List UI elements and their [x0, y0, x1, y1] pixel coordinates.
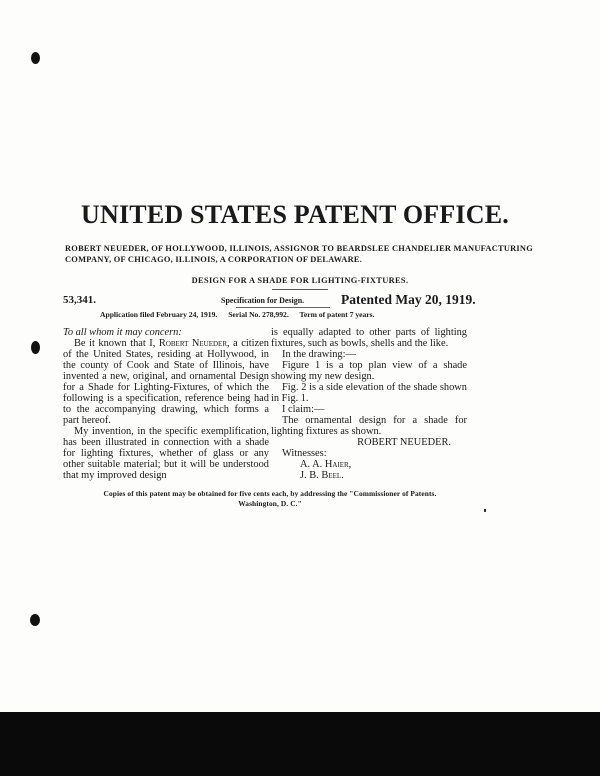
continuation-paragraph: is equally adapted to other parts of lighting fixtures, such as bowls, shells and the like.	[271, 327, 467, 349]
copies-notice-line-2: Washington, D. C."	[238, 499, 302, 508]
binder-hole-middle	[31, 341, 40, 354]
inventor-name: Robert Neueder	[158, 338, 228, 349]
patent-term: Term of patent 7 years.	[299, 310, 375, 319]
left-column	[63, 327, 269, 481]
application-line	[100, 310, 500, 319]
title-rule	[272, 289, 328, 290]
ink-speck	[484, 509, 486, 512]
claim-heading: I claim:—	[282, 404, 325, 415]
assignor-line: ROBERT NEUEDER, OF HOLLYWOOD, ILLINOIS, ASSIGNOR TO BEARDSLEE CHANDELIER MANUFACTURING COMPANY, OF CHICAGO, ILLINOIS, A CORPORATION OF DELAWARE.	[65, 244, 533, 264]
application-filed: Application filed February 24, 1919.	[100, 310, 218, 319]
intro-suffix: , a citizen of the United States, residing at Hollywood, in the county of Cook and State of Illinois, have invented a new, original, and ornamental Design for a Shade for Lighting-Fixtures, of which the following is a specification, reference being had to the accompanying drawing, which forms a part hereof.	[63, 338, 269, 426]
office-title: UNITED STATES PATENT OFFICE.	[81, 200, 509, 229]
drawing-heading: In the drawing:—	[282, 349, 356, 360]
copies-notice	[60, 489, 480, 509]
binder-hole-bottom	[30, 614, 40, 626]
copies-notice-line-1: Copies of this patent may be obtained for five cents each, by addressing the "Commissioner of Patents.	[103, 489, 437, 498]
intro-prefix: Be it known that I,	[74, 338, 156, 349]
intro-paragraph	[63, 338, 269, 426]
patented-date: Patented May 20, 1919.	[341, 292, 476, 307]
binder-hole-top	[31, 52, 40, 64]
figure-2-description: Fig. 2 is a side elevation of the shade shown in Fig. 1.	[271, 382, 467, 404]
serial-number: Serial No. 278,992.	[228, 310, 289, 319]
scan-border-bottom	[0, 712, 600, 776]
right-column	[271, 327, 467, 481]
witness-2: J. B. Beel.	[300, 470, 344, 481]
inventor-signature: ROBERT NEUEDER.	[357, 437, 451, 448]
invention-paragraph: My invention, in the specific exemplification, has been illustrated in connection with a shade for lighting fixtures, whether of glass or any other suitable material; but it will be understood that my improved design	[63, 426, 269, 481]
salutation: To all whom it may concern:	[63, 327, 182, 338]
header-rule	[236, 307, 330, 308]
witnesses-label: Witnesses:	[282, 448, 327, 459]
witness-1: A. A. Haier,	[300, 459, 352, 470]
design-title: DESIGN FOR A SHADE FOR LIGHTING-FIXTURES.	[191, 276, 409, 285]
figure-1-description: Figure 1 is a top plan view of a shade showing my new design.	[271, 360, 467, 382]
claim-text: The ornamental design for a shade for lighting fixtures as shown.	[271, 415, 467, 437]
specification-label: Specification for Design.	[221, 296, 305, 305]
patent-number: 53,341.	[63, 294, 96, 306]
